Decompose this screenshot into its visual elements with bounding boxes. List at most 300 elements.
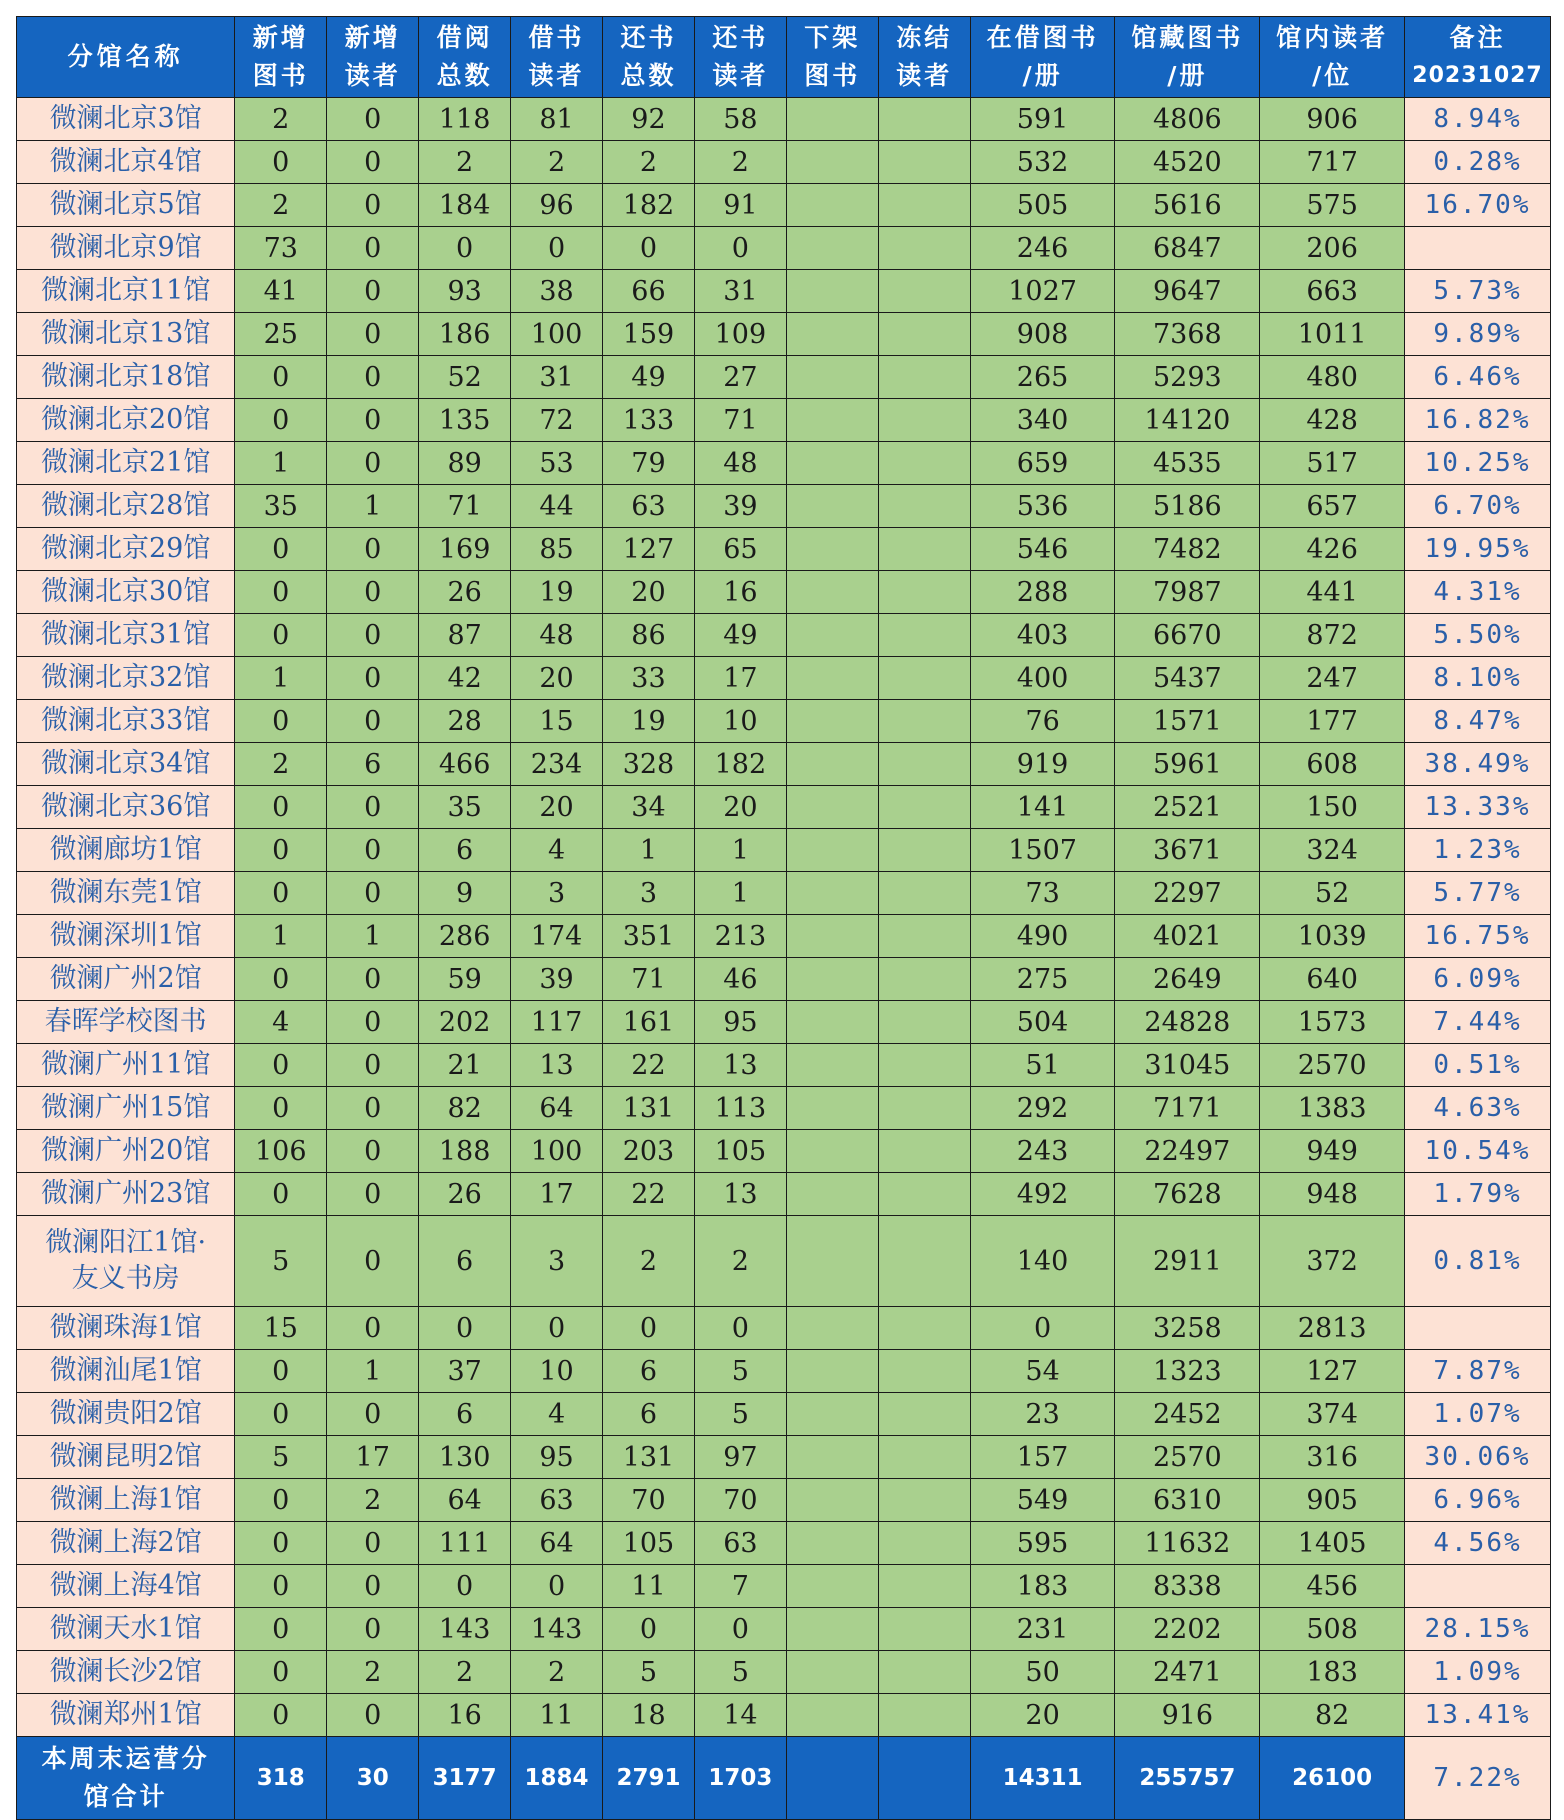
stats-table-container [16,16,1551,1820]
collection-cell: 4520 [1115,141,1260,184]
new-readers-cell: 0 [327,1216,419,1307]
frozen-readers-cell [878,98,970,141]
collection-cell: 3258 [1115,1307,1260,1350]
new-readers-cell: 0 [327,528,419,571]
new-readers-cell: 0 [327,786,419,829]
new-readers-cell: 1 [327,1350,419,1393]
return-readers-cell: 39 [694,485,786,528]
header-on-loan-line2: /册 [1022,61,1063,90]
borrow-readers-cell: 10 [511,1350,603,1393]
branch-name-cell: 微澜郑州1馆 [17,1694,235,1737]
header-removed-books-line2: 图书 [804,61,861,90]
borrow-total-cell: 286 [419,915,511,958]
borrow-readers-cell: 19 [511,571,603,614]
total-return-total: 2791 [603,1737,695,1820]
note-cell: 0.28% [1405,141,1551,184]
readers-in-cell: 374 [1260,1393,1405,1436]
note-cell: 16.75% [1405,915,1551,958]
note-cell: 8.47% [1405,700,1551,743]
collection-cell: 2452 [1115,1393,1260,1436]
header-on-loan-line1: 在借图书 [986,23,1099,52]
header-note-date: 20231027 [1412,63,1543,88]
frozen-readers-cell [878,442,970,485]
on-loan-cell: 490 [970,915,1115,958]
branch-name-cell: 微澜广州11馆 [17,1044,235,1087]
on-loan-cell: 50 [970,1651,1115,1694]
removed-books-cell [786,915,878,958]
return-readers-cell: 31 [694,270,786,313]
table-row [17,571,1551,614]
readers-in-cell: 640 [1260,958,1405,1001]
return-readers-cell: 10 [694,700,786,743]
collection-cell: 2202 [1115,1608,1260,1651]
branch-name-cell: 微澜北京3馆 [17,98,235,141]
return-readers-cell: 213 [694,915,786,958]
removed-books-cell [786,1694,878,1737]
frozen-readers-cell [878,958,970,1001]
borrow-total-cell: 184 [419,184,511,227]
collection-cell: 7628 [1115,1173,1260,1216]
readers-in-cell: 1011 [1260,313,1405,356]
note-cell: 10.25% [1405,442,1551,485]
frozen-readers-cell [878,528,970,571]
branch-name-cell: 微澜上海4馆 [17,1565,235,1608]
removed-books-cell [786,270,878,313]
note-cell: 4.56% [1405,1522,1551,1565]
new-readers-cell: 0 [327,1130,419,1173]
new-books-cell: 73 [235,227,327,270]
new-readers-cell: 0 [327,227,419,270]
table-row [17,1044,1551,1087]
total-new-readers: 30 [327,1737,419,1820]
on-loan-cell: 549 [970,1479,1115,1522]
return-readers-cell: 13 [694,1173,786,1216]
return-readers-cell: 91 [694,184,786,227]
removed-books-cell [786,829,878,872]
borrow-total-cell: 6 [419,1216,511,1307]
return-total-cell: 71 [603,958,695,1001]
return-total-cell: 11 [603,1565,695,1608]
header-frozen-readers [878,17,970,98]
readers-in-cell: 1383 [1260,1087,1405,1130]
frozen-readers-cell [878,700,970,743]
on-loan-cell: 1507 [970,829,1115,872]
removed-books-cell [786,1307,878,1350]
collection-cell: 2649 [1115,958,1260,1001]
readers-in-cell: 2570 [1260,1044,1405,1087]
table-row [17,1173,1551,1216]
borrow-readers-cell: 117 [511,1001,603,1044]
new-readers-cell: 0 [327,442,419,485]
return-total-cell: 33 [603,657,695,700]
collection-cell: 6670 [1115,614,1260,657]
readers-in-cell: 657 [1260,485,1405,528]
new-books-cell: 15 [235,1307,327,1350]
header-collection [1115,17,1260,98]
return-total-cell: 20 [603,571,695,614]
readers-in-cell: 949 [1260,1130,1405,1173]
frozen-readers-cell [878,1216,970,1307]
on-loan-cell: 505 [970,184,1115,227]
on-loan-cell: 546 [970,528,1115,571]
new-readers-cell: 0 [327,614,419,657]
removed-books-cell [786,1350,878,1393]
return-total-cell: 105 [603,1522,695,1565]
return-readers-cell: 113 [694,1087,786,1130]
removed-books-cell [786,1001,878,1044]
borrow-readers-cell: 11 [511,1694,603,1737]
borrow-readers-cell: 143 [511,1608,603,1651]
table-row [17,1001,1551,1044]
header-removed-books-line1: 下架 [804,23,861,52]
return-readers-cell: 97 [694,1436,786,1479]
collection-cell: 5616 [1115,184,1260,227]
on-loan-cell: 595 [970,1522,1115,1565]
new-readers-cell: 0 [327,1694,419,1737]
on-loan-cell: 659 [970,442,1115,485]
borrow-total-cell: 2 [419,1651,511,1694]
borrow-total-cell: 143 [419,1608,511,1651]
frozen-readers-cell [878,1522,970,1565]
header-borrow-readers-line1: 借书 [528,23,585,52]
return-total-cell: 49 [603,356,695,399]
table-row [17,141,1551,184]
borrow-total-cell: 42 [419,657,511,700]
table-row [17,485,1551,528]
return-total-cell: 131 [603,1436,695,1479]
new-books-cell: 0 [235,1522,327,1565]
new-books-cell: 0 [235,786,327,829]
branch-name-cell: 微澜北京32馆 [17,657,235,700]
table-row [17,227,1551,270]
note-cell: 1.23% [1405,829,1551,872]
note-cell: 16.70% [1405,184,1551,227]
table-row [17,657,1551,700]
header-new-readers-line2: 读者 [344,61,401,90]
borrow-total-cell: 186 [419,313,511,356]
removed-books-cell [786,184,878,227]
collection-cell: 5186 [1115,485,1260,528]
branch-name-cell: 微澜北京31馆 [17,614,235,657]
readers-in-cell: 1573 [1260,1001,1405,1044]
on-loan-cell: 140 [970,1216,1115,1307]
collection-cell: 1571 [1115,700,1260,743]
new-books-cell: 0 [235,1565,327,1608]
readers-in-cell: 324 [1260,829,1405,872]
note-cell: 13.33% [1405,786,1551,829]
removed-books-cell [786,614,878,657]
header-return-readers-line1: 还书 [712,23,769,52]
borrow-readers-cell: 64 [511,1522,603,1565]
frozen-readers-cell [878,227,970,270]
new-readers-cell: 0 [327,98,419,141]
borrow-readers-cell: 38 [511,270,603,313]
branch-name-cell: 微澜天水1馆 [17,1608,235,1651]
borrow-readers-cell: 20 [511,786,603,829]
total-label-line2: 馆合计 [83,1782,168,1811]
collection-cell: 5437 [1115,657,1260,700]
new-readers-cell: 0 [327,872,419,915]
table-row [17,1651,1551,1694]
on-loan-cell: 23 [970,1393,1115,1436]
new-books-cell: 0 [235,1087,327,1130]
new-readers-cell: 0 [327,571,419,614]
table-row [17,313,1551,356]
readers-in-cell: 52 [1260,872,1405,915]
borrow-readers-cell: 63 [511,1479,603,1522]
readers-in-cell: 2813 [1260,1307,1405,1350]
collection-cell: 2570 [1115,1436,1260,1479]
return-readers-cell: 95 [694,1001,786,1044]
total-new-books: 318 [235,1737,327,1820]
removed-books-cell [786,1522,878,1565]
removed-books-cell [786,1608,878,1651]
header-borrow-readers [511,17,603,98]
new-books-cell: 0 [235,614,327,657]
table-row [17,915,1551,958]
branch-stats-table [16,16,1551,1820]
frozen-readers-cell [878,485,970,528]
return-readers-cell: 105 [694,1130,786,1173]
frozen-readers-cell [878,313,970,356]
return-readers-cell: 0 [694,1307,786,1350]
readers-in-cell: 428 [1260,399,1405,442]
new-readers-cell: 2 [327,1479,419,1522]
readers-in-cell: 177 [1260,700,1405,743]
frozen-readers-cell [878,1130,970,1173]
borrow-readers-cell: 96 [511,184,603,227]
borrow-total-cell: 89 [419,442,511,485]
table-footer [17,1737,1551,1820]
branch-name-cell: 微澜北京5馆 [17,184,235,227]
total-borrow-readers: 1884 [511,1737,603,1820]
borrow-readers-cell: 0 [511,1565,603,1608]
header-row [17,17,1551,98]
borrow-total-cell: 6 [419,1393,511,1436]
total-label [17,1737,235,1820]
total-return-readers: 1703 [694,1737,786,1820]
borrow-total-cell: 35 [419,786,511,829]
header-note-line1: 备注 [1449,23,1506,52]
note-cell [1405,227,1551,270]
borrow-readers-cell: 2 [511,141,603,184]
removed-books-cell [786,1173,878,1216]
return-readers-cell: 46 [694,958,786,1001]
new-readers-cell: 1 [327,915,419,958]
note-cell [1405,1307,1551,1350]
borrow-readers-cell: 3 [511,1216,603,1307]
removed-books-cell [786,1479,878,1522]
on-loan-cell: 0 [970,1307,1115,1350]
readers-in-cell: 948 [1260,1173,1405,1216]
header-new-books-line1: 新增 [252,23,309,52]
frozen-readers-cell [878,743,970,786]
frozen-readers-cell [878,614,970,657]
new-readers-cell: 0 [327,356,419,399]
return-total-cell: 22 [603,1173,695,1216]
new-books-cell: 1 [235,442,327,485]
borrow-total-cell: 111 [419,1522,511,1565]
header-return-readers [694,17,786,98]
on-loan-cell: 20 [970,1694,1115,1737]
borrow-total-cell: 118 [419,98,511,141]
collection-cell: 11632 [1115,1522,1260,1565]
branch-name-cell: 微澜北京9馆 [17,227,235,270]
new-books-cell: 25 [235,313,327,356]
new-readers-cell: 0 [327,1087,419,1130]
borrow-readers-cell: 31 [511,356,603,399]
return-total-cell: 5 [603,1651,695,1694]
on-loan-cell: 51 [970,1044,1115,1087]
removed-books-cell [786,485,878,528]
total-readers-in: 26100 [1260,1737,1405,1820]
borrow-total-cell: 0 [419,227,511,270]
borrow-readers-cell: 39 [511,958,603,1001]
note-cell: 13.41% [1405,1694,1551,1737]
new-readers-cell: 0 [327,1522,419,1565]
collection-cell: 5293 [1115,356,1260,399]
return-total-cell: 86 [603,614,695,657]
frozen-readers-cell [878,1565,970,1608]
note-cell: 4.63% [1405,1087,1551,1130]
return-total-cell: 0 [603,1608,695,1651]
table-row [17,1087,1551,1130]
total-note: 7.22% [1405,1737,1551,1820]
branch-name-line1: 微澜阳江1馆· [45,1227,207,1258]
borrow-total-cell: 9 [419,872,511,915]
return-total-cell: 328 [603,743,695,786]
collection-cell: 24828 [1115,1001,1260,1044]
on-loan-cell: 183 [970,1565,1115,1608]
on-loan-cell: 340 [970,399,1115,442]
new-books-cell: 0 [235,399,327,442]
new-books-cell: 0 [235,958,327,1001]
return-total-cell: 63 [603,485,695,528]
frozen-readers-cell [878,1044,970,1087]
new-readers-cell: 0 [327,1173,419,1216]
return-total-cell: 70 [603,1479,695,1522]
new-readers-cell: 0 [327,270,419,313]
borrow-total-cell: 82 [419,1087,511,1130]
new-readers-cell: 17 [327,1436,419,1479]
header-frozen-readers-line2: 读者 [896,61,953,90]
return-total-cell: 131 [603,1087,695,1130]
header-borrow-total-line1: 借阅 [436,23,493,52]
return-total-cell: 6 [603,1393,695,1436]
on-loan-cell: 265 [970,356,1115,399]
table-row [17,1130,1551,1173]
new-readers-cell: 0 [327,1393,419,1436]
removed-books-cell [786,227,878,270]
frozen-readers-cell [878,1694,970,1737]
note-cell: 5.73% [1405,270,1551,313]
frozen-readers-cell [878,1087,970,1130]
note-cell: 7.87% [1405,1350,1551,1393]
removed-books-cell [786,1565,878,1608]
borrow-readers-cell: 4 [511,829,603,872]
new-books-cell: 0 [235,571,327,614]
new-readers-cell: 0 [327,313,419,356]
borrow-total-cell: 0 [419,1565,511,1608]
removed-books-cell [786,528,878,571]
branch-name-cell: 微澜广州20馆 [17,1130,235,1173]
branch-name-line2: 友义书房 [71,1263,180,1294]
branch-name-cell: 微澜北京18馆 [17,356,235,399]
new-readers-cell: 0 [327,1307,419,1350]
return-total-cell: 133 [603,399,695,442]
branch-name-cell: 微澜廊坊1馆 [17,829,235,872]
new-readers-cell: 0 [327,657,419,700]
removed-books-cell [786,141,878,184]
table-row [17,442,1551,485]
table-row [17,829,1551,872]
note-cell: 8.94% [1405,98,1551,141]
return-total-cell: 3 [603,872,695,915]
removed-books-cell [786,571,878,614]
on-loan-cell: 400 [970,657,1115,700]
branch-name-cell: 微澜深圳1馆 [17,915,235,958]
header-return-total-line2: 总数 [620,61,677,90]
note-cell: 0.81% [1405,1216,1551,1307]
collection-cell: 1323 [1115,1350,1260,1393]
return-total-cell: 0 [603,1307,695,1350]
return-total-cell: 92 [603,98,695,141]
readers-in-cell: 1405 [1260,1522,1405,1565]
new-readers-cell: 2 [327,1651,419,1694]
on-loan-cell: 1027 [970,270,1115,313]
borrow-readers-cell: 2 [511,1651,603,1694]
collection-cell: 2297 [1115,872,1260,915]
branch-name-cell: 微澜汕尾1馆 [17,1350,235,1393]
readers-in-cell: 517 [1260,442,1405,485]
return-total-cell: 6 [603,1350,695,1393]
collection-cell: 8338 [1115,1565,1260,1608]
branch-name-cell: 微澜北京34馆 [17,743,235,786]
new-books-cell: 0 [235,356,327,399]
on-loan-cell: 292 [970,1087,1115,1130]
branch-name-cell: 微澜昆明2馆 [17,1436,235,1479]
branch-name-cell: 微澜珠海1馆 [17,1307,235,1350]
table-row [17,1522,1551,1565]
note-cell: 6.96% [1405,1479,1551,1522]
header-borrow-readers-line2: 读者 [528,61,585,90]
borrow-total-cell: 87 [419,614,511,657]
collection-cell: 3671 [1115,829,1260,872]
frozen-readers-cell [878,399,970,442]
borrow-readers-cell: 100 [511,313,603,356]
frozen-readers-cell [878,1608,970,1651]
note-cell: 30.06% [1405,1436,1551,1479]
borrow-total-cell: 135 [419,399,511,442]
branch-name-cell: 微澜东莞1馆 [17,872,235,915]
return-total-cell: 203 [603,1130,695,1173]
return-readers-cell: 109 [694,313,786,356]
on-loan-cell: 141 [970,786,1115,829]
return-readers-cell: 16 [694,571,786,614]
return-readers-cell: 27 [694,356,786,399]
readers-in-cell: 717 [1260,141,1405,184]
borrow-readers-cell: 100 [511,1130,603,1173]
branch-name-cell: 微澜广州23馆 [17,1173,235,1216]
new-readers-cell: 0 [327,1565,419,1608]
frozen-readers-cell [878,1173,970,1216]
removed-books-cell [786,1044,878,1087]
new-books-cell: 5 [235,1436,327,1479]
new-readers-cell: 0 [327,700,419,743]
new-readers-cell: 0 [327,1044,419,1087]
frozen-readers-cell [878,786,970,829]
note-cell: 6.70% [1405,485,1551,528]
